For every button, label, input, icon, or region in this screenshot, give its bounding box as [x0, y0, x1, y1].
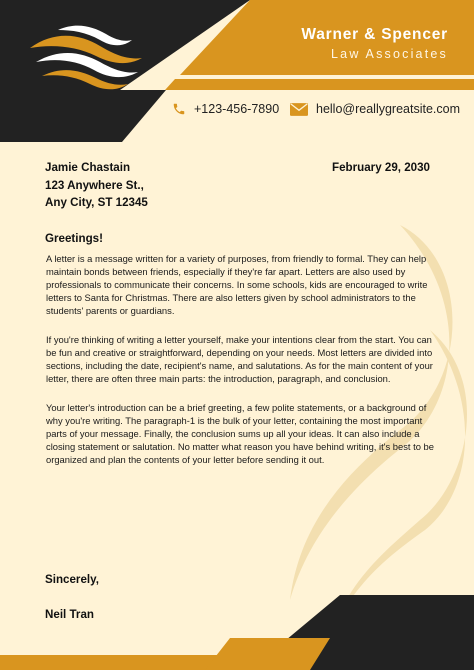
header-dark-fill — [0, 90, 166, 142]
header-gold-strip — [165, 79, 474, 90]
footer-gold-corner — [205, 638, 330, 670]
recipient-block — [45, 159, 148, 212]
signature-name: Neil Tran — [45, 608, 94, 621]
contact-phone — [172, 100, 279, 118]
contact-email — [290, 100, 460, 118]
letter-body — [46, 252, 436, 482]
phone-icon — [172, 102, 186, 116]
body-paragraph: A letter is a message written for a variety of purposes, from friendly to formal. They can help maintain bonds between friends, especially if they're far apart. Letters are also used by professionals to communicate their concerns. In some schools, kids are encouraged to write letters to Santa for Christmas. There are also letters given by school administrators to the students' parents or guardians. — [46, 253, 428, 316]
envelope-icon — [290, 103, 308, 116]
body-paragraph: If you're thinking of writing a letter yourself, make your intentions clear from the start. You can be fun and creative or straightforward, depending on your needs. Most letters are divided into sections, including the date, recipient's name, and salutations. As for the main content of your letter, there are often three main parts: the introduction, paragraph, and conclusion. — [46, 334, 433, 384]
email-address: hello@reallygreatsite.com — [316, 102, 461, 116]
company-subtitle: Law Associates — [331, 47, 448, 61]
company-name: Warner & Spencer — [301, 26, 448, 43]
phone-number: +123-456-7890 — [194, 102, 280, 116]
recipient-name: Jamie Chastain — [45, 161, 131, 174]
company-branding — [301, 26, 448, 62]
letter-greeting: Greetings! — [45, 232, 103, 245]
letter-date: February 29, 2030 — [332, 161, 430, 174]
footer-gold-band — [0, 655, 225, 670]
body-paragraph: Your letter's introduction can be a brief greeting, a few polite statements, or a background of why you're writing. The paragraph-1 is the bulk of your letter, containing the most important parts of your message. Finally, the conclusion sums up all your ideas. It can also include a closing statement or salutation. No matter what reason you have behind writing, it's best to be organized and plan the contents of your letter before sending it out. — [46, 402, 434, 465]
recipient-address-line2: Any City, ST 12345 — [45, 196, 148, 209]
letter-closing: Sincerely, — [45, 573, 99, 586]
recipient-address-line1: 123 Anywhere St., — [45, 178, 144, 192]
